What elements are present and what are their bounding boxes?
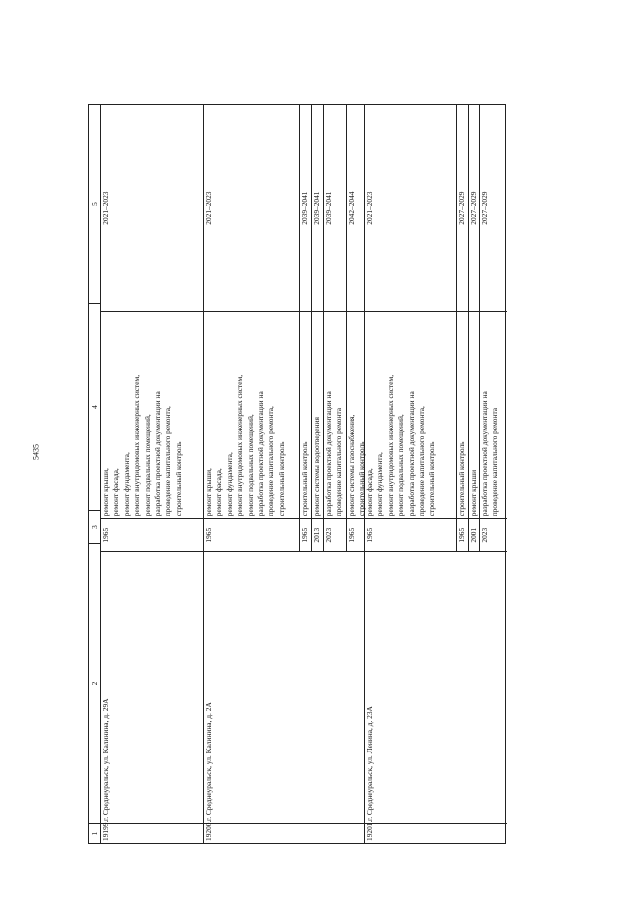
entry-address: г. Среднеуральск, ул. Ленина, д. 23А <box>365 551 507 823</box>
work-type-line: проведение капитального ремонта, <box>266 406 276 517</box>
work-type-line: ремонт системы газоснабжения, <box>347 414 356 517</box>
work-types <box>469 311 479 518</box>
entry-number: 19200. <box>204 823 364 843</box>
entry-address: г. Среднеуральск, ул. Калинина, д. 29А <box>101 551 203 823</box>
planned-period: 2027–2029 <box>468 191 478 225</box>
build-year: 1965 <box>347 518 364 551</box>
column-header-3: 3 <box>89 510 100 543</box>
table-entry-row <box>101 105 204 843</box>
work-type-line: разработка проектной документации на <box>153 391 163 517</box>
entry-address: г. Среднеуральск, ул. Калинина, д. 2А <box>204 551 364 823</box>
build-year: 1965 <box>204 518 299 551</box>
work-subrow <box>101 105 203 551</box>
work-types <box>312 311 323 518</box>
entry-number: 19201. <box>365 823 507 843</box>
page-number: 5435 <box>31 444 41 460</box>
work-type-line: ремонт фасада, <box>214 468 224 517</box>
planned-period: 2027–2029 <box>456 191 466 225</box>
work-type-line: строительный контроль <box>173 441 183 517</box>
build-year: 1965 <box>457 518 468 551</box>
work-type-line: строительный контроль <box>456 441 466 517</box>
work-type-line: ремонт фундамента, <box>224 452 234 517</box>
work-subrow <box>299 105 311 551</box>
build-year: 2013 <box>312 518 323 551</box>
work-type-line: проведение капитального ремонта, <box>417 406 427 517</box>
work-types <box>457 311 468 518</box>
planned-period: 2021–2023 <box>204 191 213 225</box>
planned-period: 2027–2029 <box>479 191 489 225</box>
column-header-2: 2 <box>89 543 100 823</box>
work-types <box>300 311 311 518</box>
work-subrow <box>456 105 468 551</box>
work-type-line: строительный контроль <box>357 441 367 517</box>
work-type-line: строительный контроль <box>427 441 437 517</box>
column-header-1: 1 <box>89 823 100 843</box>
planned-period: 2021–2023 <box>365 191 374 225</box>
work-type-line: ремонт фундамента, <box>121 452 131 517</box>
work-type-line: ремонт фасада, <box>111 468 121 517</box>
work-type-line: ремонт крыши, <box>204 468 213 517</box>
work-type-line: ремонт фундамента, <box>375 452 385 517</box>
entry-works-block <box>101 105 203 551</box>
work-type-line: ремонт внутридомовых инженерных систем, <box>385 374 395 517</box>
entry-works-block <box>365 105 507 551</box>
work-type-line: ремонт системы водоотведения <box>311 417 321 517</box>
table-entry-row <box>365 105 507 843</box>
work-subrow <box>204 105 299 551</box>
entry-number: 19199. <box>101 823 203 843</box>
work-subrow <box>479 105 507 551</box>
work-subrow <box>323 105 346 551</box>
work-subrow <box>365 105 456 551</box>
build-year: 1965 <box>365 518 456 551</box>
rotated-page-region <box>88 104 506 844</box>
work-type-line: ремонт внутридомовых инженерных систем, <box>132 374 142 517</box>
table-header-row <box>89 105 101 843</box>
work-type-line: ремонт подвальных помещений, <box>396 414 406 517</box>
work-type-line: ремонт фасада, <box>365 468 374 517</box>
entry-works-block <box>204 105 367 551</box>
planned-period: 2042–2044 <box>347 191 356 225</box>
work-subrow <box>468 105 479 551</box>
work-type-line: разработка проектной документации на <box>479 391 489 517</box>
column-header-5: 5 <box>90 202 99 206</box>
work-subrow <box>311 105 323 551</box>
build-year: 2001 <box>469 518 479 551</box>
planned-period: 2039–2041 <box>311 191 321 225</box>
build-year: 2023 <box>480 518 507 551</box>
work-type-line: ремонт подвальных помещений, <box>245 414 255 517</box>
work-types <box>365 311 456 518</box>
planned-period: 2021–2023 <box>101 191 110 225</box>
planned-period: 2039–2041 <box>300 191 310 225</box>
work-type-line: строительный контроль <box>300 441 310 517</box>
work-type-line: проведение капитального ремонта <box>334 407 344 517</box>
work-type-line: строительный контроль <box>276 441 286 517</box>
table-entry-row <box>204 105 365 843</box>
work-subrow <box>346 105 367 551</box>
work-type-line: проведение капитального ремонта, <box>163 406 173 517</box>
work-type-line: разработка проектной документации на <box>406 391 416 517</box>
build-year: 1965 <box>300 518 311 551</box>
build-year: 1965 <box>101 518 203 551</box>
work-types <box>324 311 346 518</box>
work-types <box>347 311 367 518</box>
work-type-line: проведение капитального ремонта <box>490 407 500 517</box>
capital-repair-table <box>88 104 506 844</box>
work-type-line: разработка проектной документации на <box>323 391 333 517</box>
work-types <box>101 311 203 518</box>
work-type-line: ремонт крыши, <box>101 468 110 517</box>
work-type-line: ремонт внутридомовых инженерных систем, <box>235 374 245 517</box>
work-type-line: ремонт крыши <box>468 469 478 517</box>
work-type-line: разработка проектной документации на <box>256 391 266 517</box>
work-type-line: ремонт подвальных помещений, <box>142 414 152 517</box>
work-types <box>204 311 299 518</box>
column-header-4: 4 <box>89 303 100 510</box>
work-types <box>480 311 507 518</box>
planned-period: 2039–2041 <box>323 191 333 225</box>
build-year: 2023 <box>324 518 346 551</box>
